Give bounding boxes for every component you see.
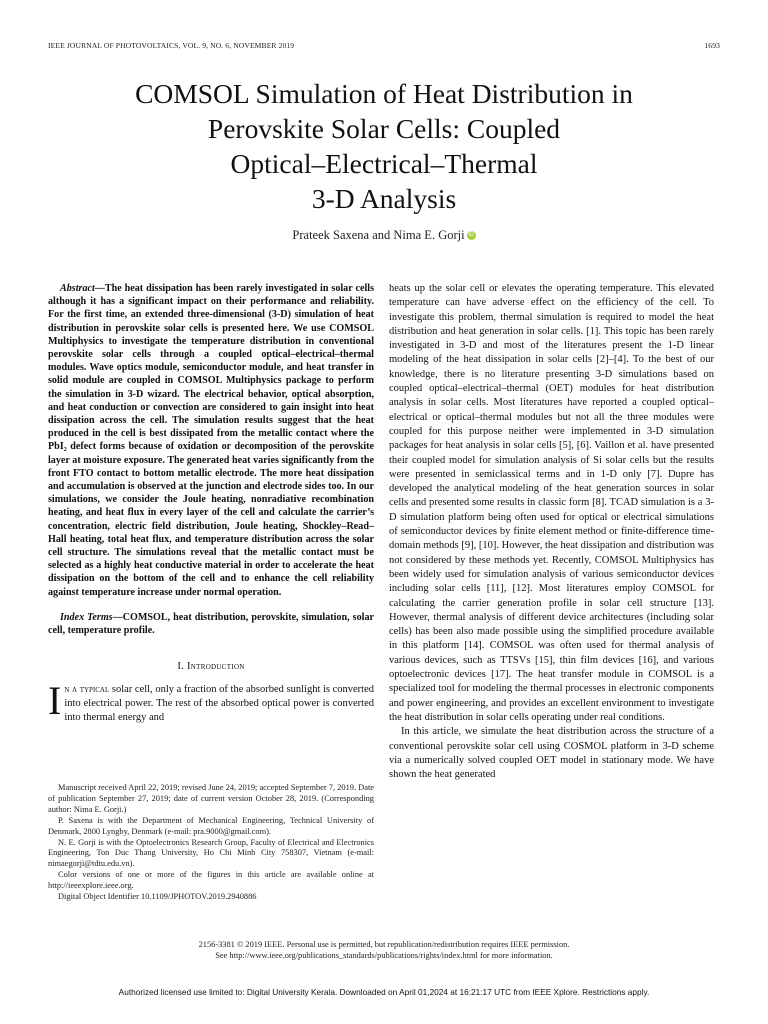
footnote-received: Manuscript received April 22, 2019; revised June 24, 2019; accepted September 7, 2019. Date of publication September 27, 2019; date of current version October 28, 2019. (Corresponding author: Nima E. Gorji.) bbox=[48, 783, 374, 814]
author-line bbox=[0, 228, 768, 243]
index-terms-lead: Index Terms bbox=[60, 611, 113, 623]
authors: Prateek Saxena and Nima E. Gorji bbox=[292, 228, 465, 242]
section-title: Introduction bbox=[187, 661, 245, 673]
footnote-saxena: P. Saxena is with the Department of Mechanical Engineering, Technical University of Denmark, 2800 Lyngby, Denmark (e-mail: pra.9000@gmail.com). bbox=[48, 815, 374, 836]
footnote-doi: Digital Object Identifier 10.1109/JPHOTOV.2019.2940886 bbox=[58, 892, 257, 902]
copyright-notice bbox=[0, 939, 768, 961]
footnote-gorji: N. E. Gorji is with the Optoelectronics Research Group, Faculty of Electrical and Electronics Engineering, Ton Duc Thang University, Ho Chi Minh City 758307, Vietnam (e-mail: nimaegorji@tdtu.edu.vn). bbox=[48, 837, 374, 869]
introduction-paragraph bbox=[48, 677, 375, 726]
license-banner: Authorized licensed use limited to: Digital University Kerala. Downloaded on April 01,2024 at 16:21:17 UTC from IEEE Xplore. Restrictions apply. bbox=[118, 987, 650, 997]
running-head bbox=[48, 41, 720, 50]
body-paragraph: heats up the solar cell or elevates the operating temperature. This elevated temperature can have adverse effect on the efficiency of the cell. To investigate this problem, thermal simulation is required to model the heat distribution and heat generation in solar cells. [1]. This topic has been rarely investigated in 3-D and most of the literatures present the 1-D linear modeling of the heat dissipation in solar cells [2]–[4]. To the best of our knowledge, there is no literature presenting 3-D simulations based on coupled optical–electrical–thermal (OET) modules for heat distribution analysis in solar cells. Most literatures have reported a coupled optical–electrical or optical–thermal modules but not all the three modules were coupled for this purpose neither were implemented in 3-D simulation packages for heat analysis in solar cells [5], [6]. Vaillon et al. have presented their coupled model for simulation analysis of Si solar cells but the results were presented in semiclassical terms and in 1-D only [7]. Dupre has developed the analytical modeling of the heat generation sources in solar cells and presented some results in classic form [8]. TCAD simulation is a 3-D simulation platform being often used for optical or electrical simulations of semiconductor devices by finite element method or finite-difference time-domain methods [9], [10]. However, the heat dissipation and distribution was not considered by these methods yet. Recently, COMSOL Multiphysics has been widely used for simulation analysis of various semiconductor devices including solar cells [11], [12]. Most literatures employ COMSOL for calculating the carrier generation profile in solar cell structure [13]. However, thermal analysis of different device architectures (including solar cells) has been also made possible using the simplified procedure available in this platform [14]. COMSOL was often used for thermal analysis of various devices, such as TTSVs [15], thin film devices [16], and various optoelectronic devices [17]. The heat transfer module in COMSOL is a specialized tool for modeling the thermal processes in electronic components and power engineering, and provides an excellent environment to investigate the heat distribution in solar cells operating under real conditions. bbox=[389, 283, 714, 723]
drop-cap: I bbox=[48, 677, 62, 723]
intro-text: solar cell, only a fraction of the absorbed sunlight is converted into electrical power. The rest of the absorbed optical power is converted into thermal energy and bbox=[64, 683, 375, 724]
footnotes bbox=[48, 783, 374, 903]
title-line: Perovskite Solar Cells: Coupled bbox=[207, 113, 561, 144]
index-terms bbox=[48, 611, 374, 637]
section-heading-introduction bbox=[48, 660, 374, 674]
abstract-text: —The heat dissipation has been rarely investigated in solar cells although it has a significant impact on their performance and reliability. For the first time, an extended three-dimensional (3-D) simulation of heat distribution in perovskite solar cells is presented here. We use COMSOL Multiphysics to investigate the temperature distribution in conventional perovskite solar cells through a coupled optical–electrical–thermal modules. Wave optics module, semiconductor module, and heat transfer in solid module are coupled in COMSOL Multiphysics package to perform the simulation in 3-D wizard. The electrical behavior, optical absorption, and heat conduction or convection are considered to gain insight into heat dissipation across the cell. The simulation results suggest that the heat produced in the cell is best dissipated from the metallic contact where the PbI₂ defect forms because of oxidation or decomposition of the perovskite layer at moisture exposure. The generated heat varies significantly from the front FTO contact to bottom metallic electrode. The more heat dissipation and accumulation is observed at the junction and electrode sides too. In our simulations, we consider the Joule heating, nonradiative recombination heating, and heat flux in every layer of the cell and calculate the carrier’s concentration, electric field distribution, Joule heating, Shockley–Read–Hall heating, total heat flux, and temperature distribution across the solar cell structure. The simulations reveal that the metallic contact must be selected as a highly heat conductive material in order to accelerate the heat dissipation on the bottom of the cell and to enhance the cell reliability against temperature increase under normal operation. bbox=[48, 283, 374, 598]
index-terms-text: —COMSOL, heat distribution, perovskite, simulation, solar cell, temperature profile. bbox=[48, 611, 374, 637]
paper-title bbox=[60, 76, 708, 216]
right-column bbox=[389, 282, 714, 782]
copyright-line: 2156-3381 © 2019 IEEE. Personal use is permitted, but republication/redistribution requires IEEE permission. bbox=[198, 940, 570, 949]
title-line: Optical–Electrical–Thermal bbox=[230, 148, 538, 179]
journal-info: IEEE JOURNAL OF PHOTOVOLTAICS, VOL. 9, NO. 6, NOVEMBER 2019 bbox=[48, 41, 295, 50]
orcid-icon[interactable]: iD bbox=[468, 232, 474, 238]
title-line: COMSOL Simulation of Heat Distribution in bbox=[135, 78, 633, 109]
footnote-color: Color versions of one or more of the figures in this article are available online at http://ieeexplore.ieee.org. bbox=[48, 870, 374, 891]
intro-small-caps: n a typical bbox=[64, 683, 110, 695]
section-number: I. bbox=[177, 661, 185, 673]
abstract bbox=[48, 282, 374, 599]
body-paragraph: In this article, we simulate the heat distribution across the structure of a conventional perovskite solar cell using COSMOL platform in 3-D scheme via a numerically solved coupled OET model in stationary mode. We have shown the heat generated bbox=[389, 726, 714, 781]
title-line: 3-D Analysis bbox=[311, 183, 457, 214]
copyright-line: See http://www.ieee.org/publications_standards/publications/rights/index.html for more information. bbox=[215, 951, 553, 960]
page-number: 1693 bbox=[704, 41, 720, 50]
abstract-lead: Abstract bbox=[60, 283, 95, 294]
left-column bbox=[48, 282, 374, 725]
